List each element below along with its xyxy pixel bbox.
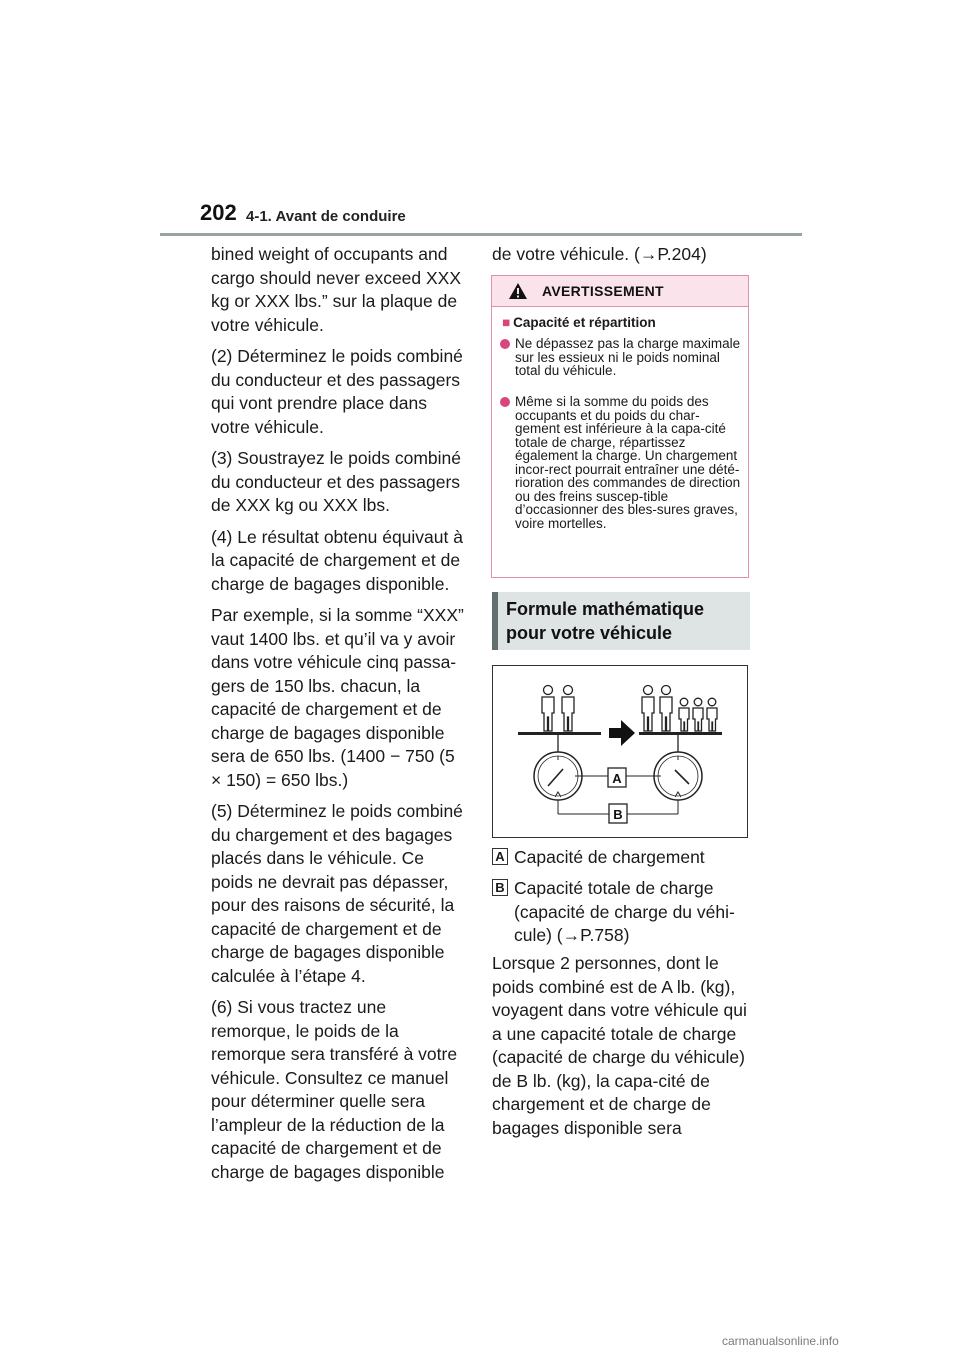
paragraph: bined weight of occupants and cargo should never exceed XXX kg or XXX lbs.” sur la plaque de votre véhicule.: [211, 244, 462, 335]
load-capacity-figure: [492, 665, 748, 838]
warning-triangle-icon: [508, 282, 528, 300]
formula-heading-box: [492, 592, 750, 650]
paragraph: (6) Si vous tractez une remorque, le poids de la remorque sera transféré à votre véhicule. Consultez ce manuel pour déterminer quelle sera l’ampleur de la réduction de la capacité de chargement et de charge de bagages disponible: [211, 997, 458, 1182]
warning-heading-text: Capacité et répartition: [513, 315, 656, 330]
bullet-dot-icon: [500, 397, 510, 407]
paragraph: Par exemple, si la somme “XXX” vaut 1400 lbs. et qu’il va y avoir dans votre véhicule cinq passa-gers de 150 lbs. chacun, la capacité de chargement et de charge de bagages disponible sera de 650 lbs. (1400 − 750 (5 × 150) = 650 lbs.): [211, 605, 464, 790]
warning-label: AVERTISSEMENT: [542, 283, 664, 299]
paragraph: (2) Déterminez le poids combiné du conducteur et des passagers qui vont prendre place dans votre véhicule.: [211, 346, 463, 437]
square-bullet-icon: ■: [502, 315, 511, 330]
legend-badge: A: [492, 848, 508, 865]
left-scale-gauge-icon: [534, 752, 582, 800]
warning-item: [500, 337, 740, 381]
intro-text: de votre véhicule. (→P.204): [492, 244, 707, 264]
figure-label-b: B: [613, 807, 623, 822]
left-column: [211, 243, 466, 1192]
arrow-right-icon: [609, 720, 635, 746]
right-column-intro: [492, 243, 750, 267]
left-people-icon: [542, 686, 574, 732]
figure-label-a: A: [612, 771, 622, 786]
section-title: 4-1. Avant de conduire: [246, 208, 406, 225]
right-scale-gauge-icon: [654, 752, 702, 800]
legend-item-a: [492, 846, 750, 870]
warning-heading: [502, 315, 656, 330]
left-platform: [518, 732, 601, 735]
right-platform: [639, 732, 722, 735]
formula-title: Formule mathématique pour votre véhicule: [506, 599, 705, 643]
figure-illustration: [493, 666, 746, 836]
formula-accent-bar: [492, 592, 498, 650]
watermark: carmanualsonline.info: [722, 1334, 839, 1348]
warning-header: [492, 276, 748, 307]
bullet-dot-icon: [500, 339, 510, 349]
legend-item-b: [492, 877, 750, 947]
final-paragraph: Lorsque 2 personnes, dont le poids combiné est de A lb. (kg), voyagent dans votre véhicule qui a une capacité totale de charge (capacité de charge du véhicule) de B lb. (kg), la capa-cité de chargement et de charge de bagages disponible sera: [492, 953, 747, 1138]
warning-item: [500, 395, 740, 555]
paragraph: (4) Le résultat obtenu équivaut à la capacité de chargement et de charge de bagages disponible.: [211, 526, 463, 594]
warning-item-text: Même si la somme du poids des occupants et du poids du char-gement est inférieure à la capa-cité totale de charge, répartissez également la charge. Un chargement incor-rect pourrait entraîner une dété-rioration des commandes de direction ou des freins suscep-tible d’occasionner des bles-sures graves, voire mortelles.: [515, 394, 741, 531]
page-number: 202: [200, 200, 237, 225]
header-divider: [160, 233, 802, 236]
warning-item-text: Ne dépassez pas la charge maximale sur les essieux ni le poids nominal total du véhicule.: [515, 336, 741, 378]
legend-text: Capacité de chargement: [514, 847, 705, 867]
legend-text: Capacité totale de charge (capacité de charge du véhi-cule) (→P.758): [514, 878, 735, 945]
warning-box: [491, 275, 749, 578]
paragraph: (5) Déterminez le poids combiné du chargement et des bagages placés dans le véhicule. Ce poids ne devrait pas dépasser, pour des raisons de sécurité, la capacité de chargement et de charge de bagages disponible calculée à l’étape 4.: [211, 801, 463, 986]
legend-badge: B: [492, 879, 508, 896]
right-people-icon: [642, 686, 717, 732]
paragraph: (3) Soustrayez le poids combiné du conducteur et des passagers de XXX kg ou XXX lbs.: [211, 448, 461, 515]
